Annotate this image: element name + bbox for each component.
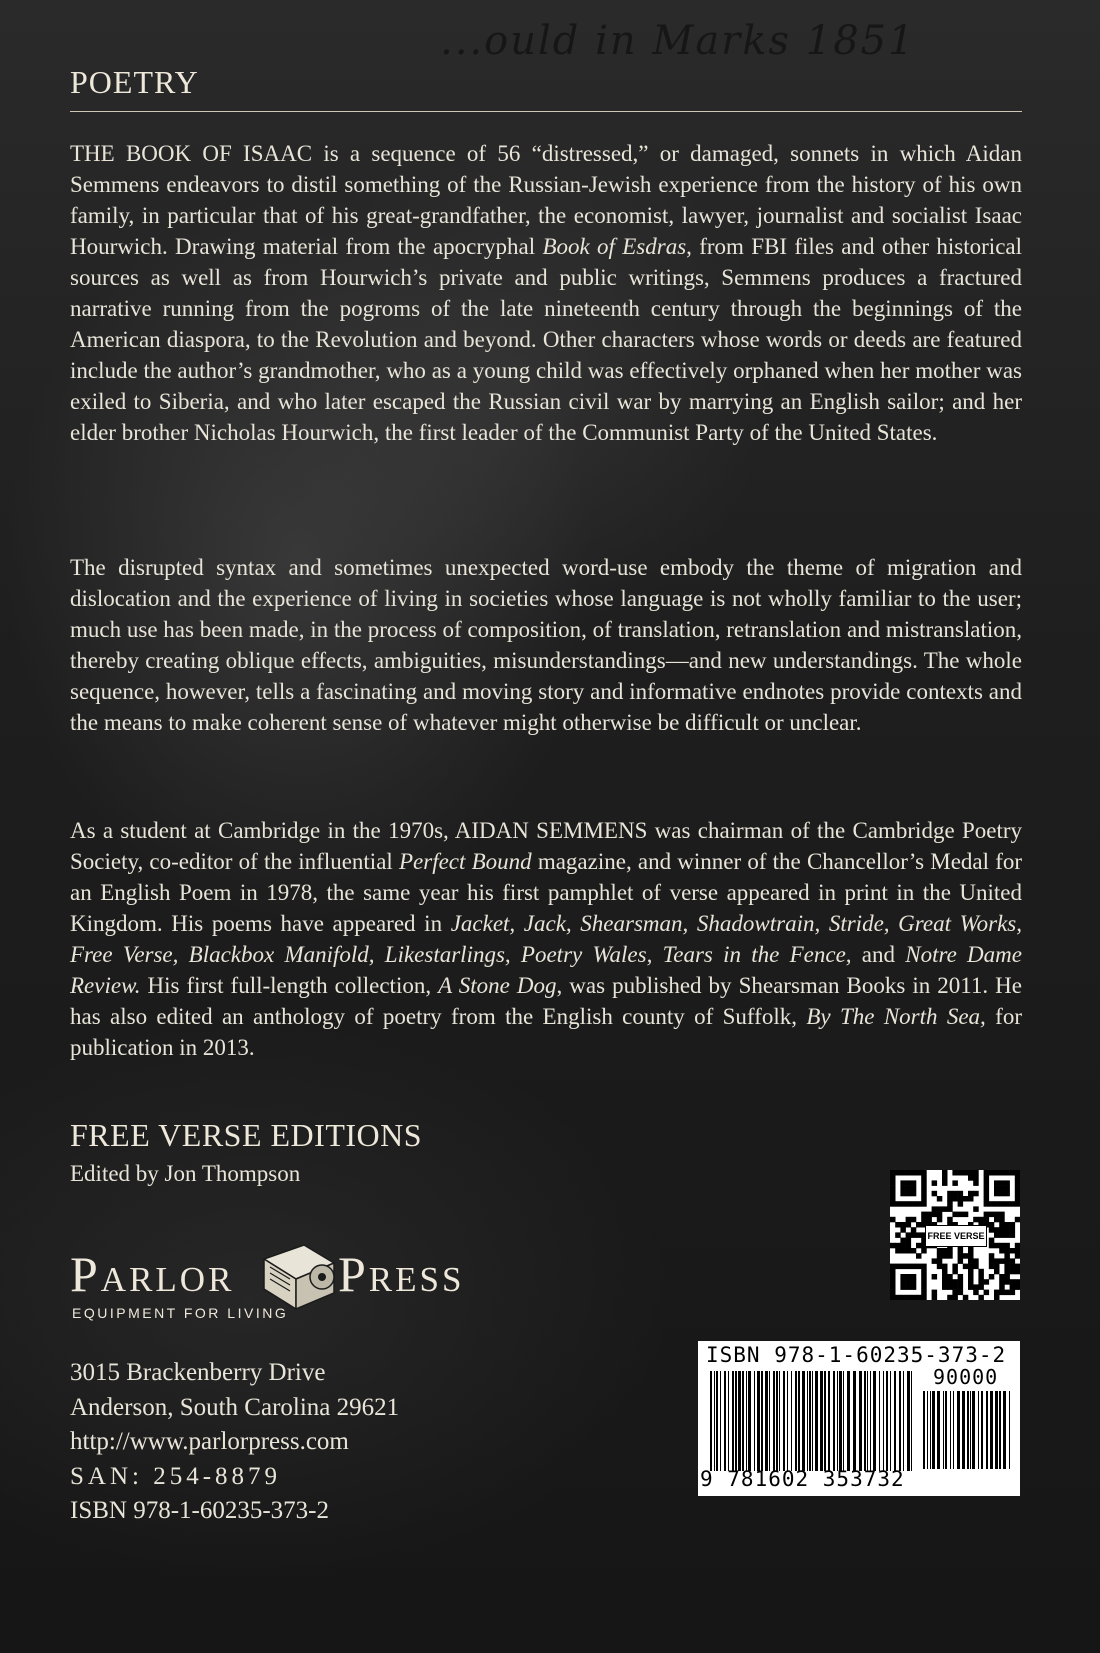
handwritten-note: ...ould in Marks 1851 xyxy=(440,18,916,64)
barcode-main-bars xyxy=(710,1371,915,1471)
text-run: and xyxy=(851,942,906,967)
text-run: , from FBI files and other historical sources as well as from Hourwich’s private and public writings, Semmens produces a fractured narrative running from the pogroms of the late nineteenth century through the beginnings of the American diaspora, to the Revolution and beyond. Other characters whose words or deeds are featured include the author’s grandmother, who as a young child was effectively orphaned when her mother was exiled to Siberia, and who later escaped the Russian civil war by marrying an English sailor; and her elder brother Nicholas Hourwich, the first leader of the Communist Party of the United States. xyxy=(70,234,1022,445)
series-editor: Edited by Jon Thompson xyxy=(70,1161,301,1186)
barcode-addon-bars xyxy=(923,1391,1013,1469)
publisher-address xyxy=(70,1356,399,1529)
description-paragraph-2: The disrupted syntax and sometimes unexpected word-use embody the theme of migration and dislocation and the experience of living in societies whose language is not wholly familiar to the user; much use has been made, in the process of composition, of translation, retranslation and mistranslation, thereby creating oblique effects, ambiguities, misunderstandings—and new understandings. The whole sequence, however, tells a fascinating and moving story and informative endnotes provide contexts and the means to make coherent sense of whatever might otherwise be difficult or unclear. xyxy=(70,555,1022,735)
barcode-price-code: 90000 xyxy=(933,1365,999,1389)
address-line-1: 3015 Brackenberry Drive xyxy=(70,1359,326,1386)
qr-code xyxy=(890,1170,1020,1300)
text-run: THE BOOK OF ISAAC is a sequence of 56 “distressed,” or damaged, sonnets in which Aidan Semmens endeavors to distil something of the Russian-Jewish experience from the history of his own family, in particular that of his great-grandfather, the economist, lawyer, journalist and socialist Isaac Hourwich. Drawing material from the apocryphal xyxy=(70,141,1022,259)
italic-title: Book of Esdras xyxy=(542,234,687,259)
logo-tagline: EQUIPMENT FOR LIVING xyxy=(72,1305,289,1321)
description-paragraph-1 xyxy=(70,138,1022,448)
text-run: As a student at Cambridge in the 1970s, AIDAN SEMMENS was chairman of the Cambridge Poetry Society, co-editor of the influential xyxy=(70,818,1022,874)
text-run: , was published by Shearsman Books in 2011. He has also edited an anthology of poetry from the English county of Suffolk, xyxy=(70,973,1022,1029)
italic-title: Notre Dame Review. xyxy=(70,942,1022,998)
qr-code-label: FREE VERSE xyxy=(925,1225,987,1247)
italic-title: By The North Sea, xyxy=(806,1004,986,1029)
publisher-san: SAN: 254-8879 xyxy=(70,1462,282,1490)
scroll-book-icon xyxy=(256,1239,346,1315)
divider-rule xyxy=(70,111,1022,112)
logo-word-left: Parlor xyxy=(70,1246,235,1302)
publisher-logo xyxy=(70,1245,490,1325)
publisher-website: http://www.parlorpress.com xyxy=(70,1428,349,1455)
italic-title: Perfect Bound xyxy=(398,849,532,874)
genre-label: POETRY xyxy=(70,64,199,100)
text-run: for publication in 2013. xyxy=(70,1004,1022,1060)
italic-title: A Stone Dog xyxy=(438,973,557,998)
text-run: magazine, and winner of the Chancellor’s Medal for an English Poem in 1978, the same year his first pamphlet of verse appeared in print in the United Kingdom. His poems have appeared in xyxy=(70,849,1023,936)
logo-word-right: Press xyxy=(338,1246,465,1302)
isbn-barcode xyxy=(698,1341,1020,1496)
barcode-isbn-header: ISBN 978-1-60235-373-2 xyxy=(706,1343,1007,1367)
author-bio-paragraph xyxy=(70,815,1022,1063)
text-run: His first full-length collection, xyxy=(140,973,439,998)
italic-title: Jacket, Jack, Shearsman, Shadowtrain, Stride, Great Works, Free Verse, Blackbox Manifold, Likestarlings, Poetry Wales, Tears in the Fence, xyxy=(70,911,1022,967)
publisher-isbn: ISBN 978-1-60235-373-2 xyxy=(70,1497,330,1524)
series-title: FREE VERSE EDITIONS xyxy=(70,1117,423,1153)
address-line-2: Anderson, South Carolina 29621 xyxy=(70,1393,400,1421)
barcode-digits: 9 781602 353732 xyxy=(700,1467,905,1491)
